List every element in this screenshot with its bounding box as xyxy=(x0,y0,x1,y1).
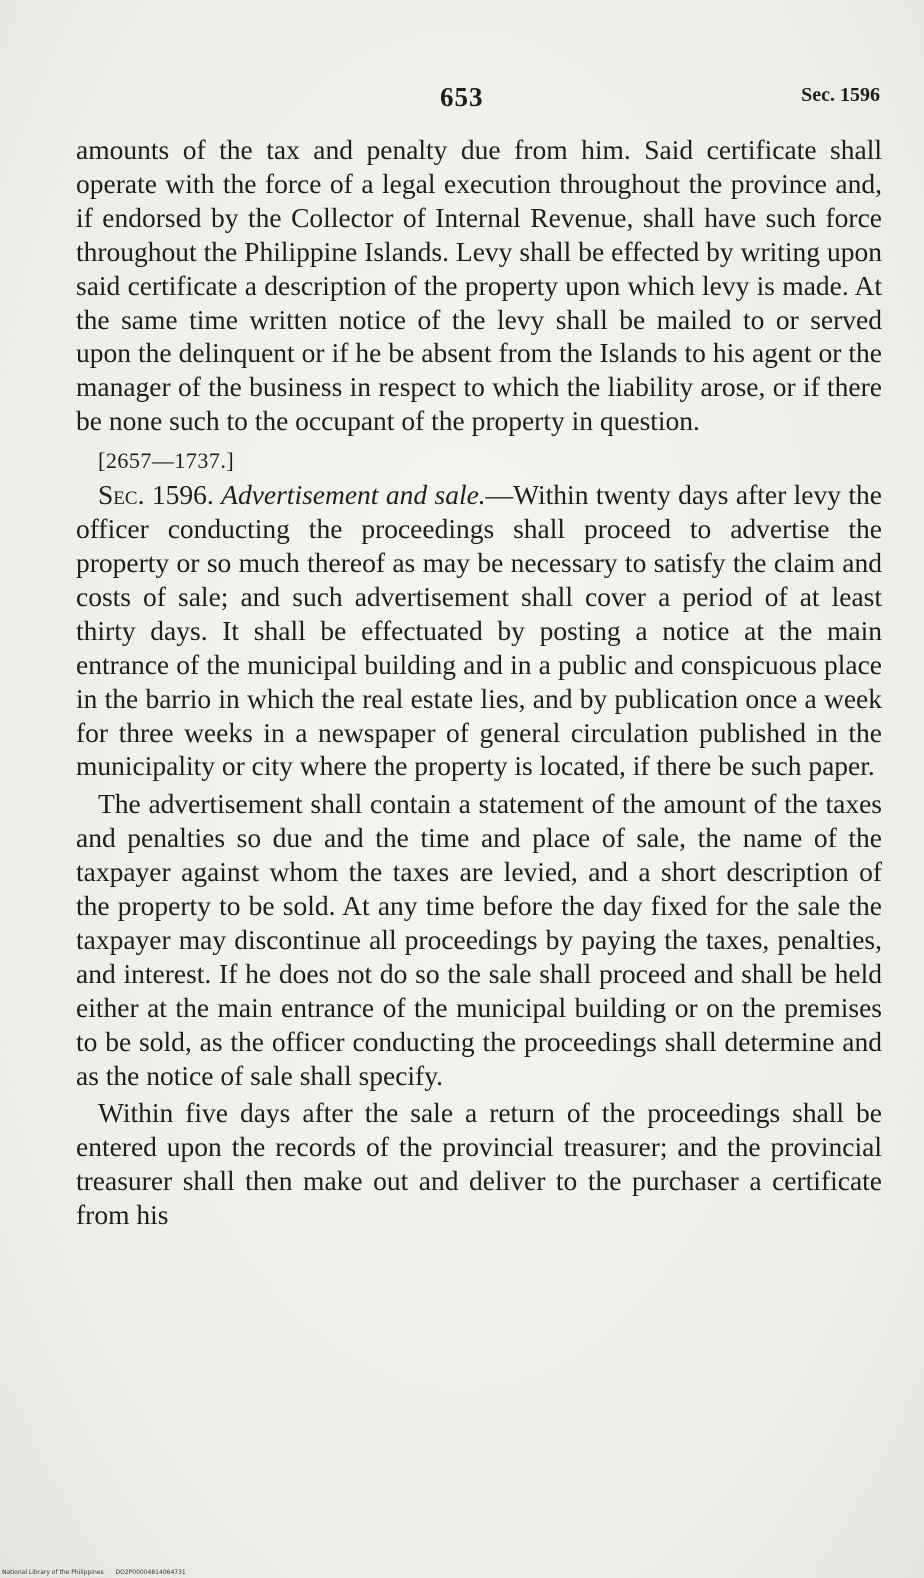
section-paragraph xyxy=(76,478,882,783)
footer-source: National Library of the Philippines xyxy=(2,1569,104,1576)
page-footer xyxy=(2,1569,186,1576)
section-label: Sec. 1596. xyxy=(98,479,214,511)
section-title: Advertisement and sale. xyxy=(221,479,486,511)
section-text: —Within twenty days after levy the officer conducting the proceedings shall proceed to advertise the property or so much thereof as may be necessary to satisfy the claim and costs of sale; and such advertisement shall cover a period of at least thirty days. It shall be effectuated by posting a notice at the main entrance of the municipal building and in a public and conspicuous place in the barrio in which the real estate lies, and by publication once a week for three weeks in a newspaper of general circulation published in the municipality or city where the property is located, if there be such paper. xyxy=(76,479,883,782)
page-body xyxy=(76,133,882,1232)
continuation-paragraph: amounts of the tax and penalty due from him. Said certificate shall operate with the force of a legal execution throughout the province and, if endorsed by the Collector of Internal Revenue, shall have such force throughout the Philippine Islands. Levy shall be effected by writing upon said certificate a description of the property upon which levy is made. At the same time written notice of the levy shall be mailed to or served upon the delinquent or if he be absent from the Islands to his agent or the manager of the business in respect to which the liability arose, or if there be none such to the occupant of the property in question. xyxy=(76,134,882,437)
page-number: 653 xyxy=(440,82,484,112)
running-section-reference: Sec. 1596 xyxy=(801,84,880,106)
return-paragraph: Within five days after the sale a return of the proceedings shall be entered upon the records of the provincial treasurer; and the provincial treasurer shall then make out and deliver to the purchaser a certificate from his xyxy=(76,1097,882,1231)
footer-identifier: DO2P00004814064731 xyxy=(115,1569,186,1576)
citation-reference: [2657—1737.] xyxy=(98,448,235,474)
page-header xyxy=(0,82,924,122)
advertisement-paragraph: The advertisement shall contain a statement of the amount of the taxes and penalties so due and the time and place of sale, the name of the taxpayer against whom the taxes are levied, and a short description of the property to be sold. At any time before the day fixed for the sale the taxpayer may discontinue all proceedings by paying the taxes, penalties, and interest. If he does not do so the sale shall proceed and shall be held either at the main entrance of the municipal building or on the premises to be sold, as the officer conducting the proceedings shall determine and as the notice of sale shall specify. xyxy=(76,788,882,1091)
